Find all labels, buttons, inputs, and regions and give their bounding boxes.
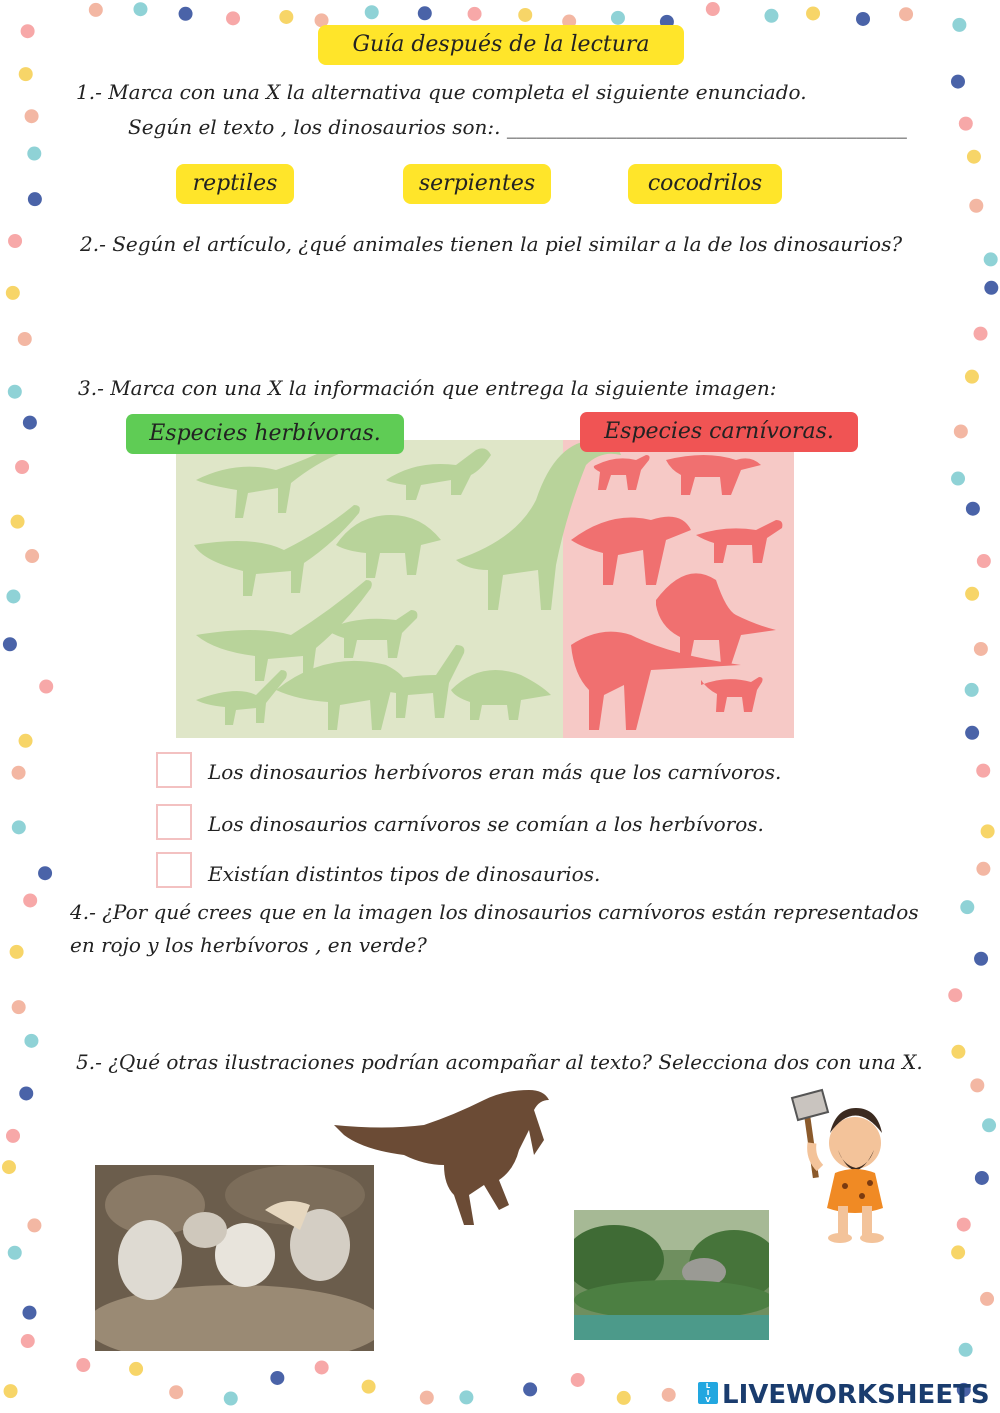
dinosaur-species-image <box>176 440 794 738</box>
statement-3: Existían distintos tipos de dinosaurios. <box>208 862 601 886</box>
live-badge-icon: LIVE <box>698 1382 718 1404</box>
page-title: Guía después de la lectura <box>318 25 684 65</box>
question-1-prompt: 1.- Marca con una X la alternativa que completa el siguiente enunciado. <box>76 80 807 104</box>
statement-2-checkbox[interactable] <box>156 804 192 840</box>
statement-3-checkbox[interactable] <box>156 852 192 888</box>
carnivore-label: Especies carnívoras. <box>580 412 858 452</box>
brand-text: LIVEWORKSHEETS <box>722 1380 990 1410</box>
statement-2: Los dinosaurios carnívoros se comían a los herbívoros. <box>208 812 764 836</box>
question-1-sentence: Según el texto , los dinosaurios son:. ________________________________________ <box>128 115 907 139</box>
option-serpientes[interactable]: serpientes <box>403 164 551 204</box>
option-cocodrilos[interactable]: cocodrilos <box>628 164 782 204</box>
option-reptiles[interactable]: reptiles <box>176 164 294 204</box>
jungle-dinosaurs-photo[interactable] <box>574 1210 769 1340</box>
statement-1: Los dinosaurios herbívoros eran más que los carnívoros. <box>208 760 782 784</box>
statement-1-checkbox[interactable] <box>156 752 192 788</box>
question-5-prompt: 5.- ¿Qué otras ilustraciones podrían acompañar al texto? Selecciona dos con una X. <box>76 1050 923 1074</box>
question-4-line-1: 4.- ¿Por qué crees que en la imagen los dinosaurios carnívoros están representados <box>70 900 919 924</box>
herbivore-label: Especies herbívoras. <box>126 414 404 454</box>
question-4-line-2: en rojo y los herbívoros , en verde? <box>70 933 427 957</box>
caveman-illustration[interactable] <box>790 1088 920 1248</box>
question-2-prompt: 2.- Según el artículo, ¿qué animales tienen la piel similar a la de los dinosaurios? <box>80 232 903 256</box>
question-3-prompt: 3.- Marca con una X la información que entrega la siguiente imagen: <box>78 376 777 400</box>
dinosaur-eggs-photo[interactable] <box>95 1165 374 1351</box>
raptor-illustration[interactable] <box>334 1090 554 1230</box>
